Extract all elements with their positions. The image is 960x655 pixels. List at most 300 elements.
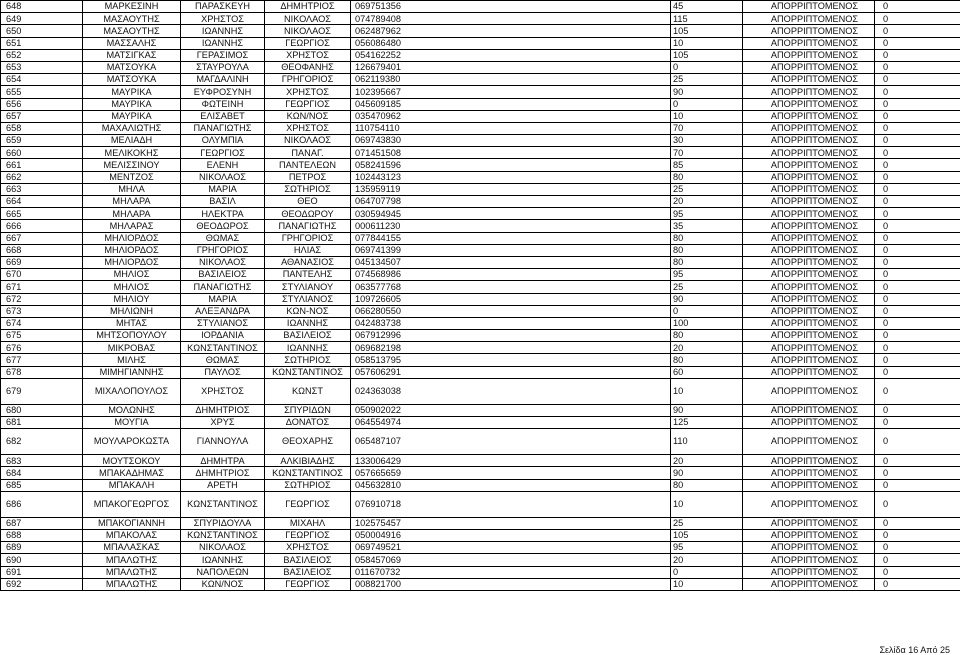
record-number-cell: 692 (1, 578, 83, 590)
record-number-cell: 688 (1, 529, 83, 541)
surname-cell: ΜΠΑΛΩΤΗΣ (83, 566, 181, 578)
first-name-cell: ΙΟΡΔΑΝΙΑ (181, 330, 265, 342)
status-cell: ΑΠΟΡΡΙΠΤΟΜΕΝΟΣ (743, 196, 875, 208)
flag-cell: 0 (875, 244, 960, 256)
status-cell: ΑΠΟΡΡΙΠΤΟΜΕΝΟΣ (743, 25, 875, 37)
status-cell: ΑΠΟΡΡΙΠΤΟΜΕΝΟΣ (743, 208, 875, 220)
record-number-cell: 663 (1, 183, 83, 195)
flag-cell: 0 (875, 317, 960, 329)
record-number-cell: 648 (1, 1, 83, 13)
table-row (1, 455, 960, 467)
father-name-cell: ΧΡΗΣΤΟΣ (265, 122, 351, 134)
amount-cell: 70 (671, 122, 743, 134)
first-name-cell: ΔΗΜΗΤΡΙΟΣ (181, 467, 265, 479)
first-name-cell: ΕΥΦΡΟΣΥΝΗ (181, 86, 265, 98)
first-name-cell: ΚΩΝΣΤΑΝΤΙΝΟΣ (181, 342, 265, 354)
code-cell: 135959119 (351, 183, 671, 195)
surname-cell: ΜΠΑΚΟΓΙΑΝΝΗ (83, 517, 181, 529)
record-number-cell: 649 (1, 13, 83, 25)
first-name-cell: ΣΤΥΛΙΑΝΟΣ (181, 317, 265, 329)
flag-cell: 0 (875, 417, 960, 429)
surname-cell: ΜΗΛΙΟΣ (83, 281, 181, 293)
table-row (1, 61, 960, 73)
record-number-cell: 684 (1, 467, 83, 479)
first-name-cell: ΓΕΩΡΓΙΟΣ (181, 147, 265, 159)
amount-cell: 80 (671, 232, 743, 244)
table-row (1, 467, 960, 479)
amount-cell: 100 (671, 317, 743, 329)
record-number-cell: 689 (1, 542, 83, 554)
code-cell: 102443123 (351, 171, 671, 183)
first-name-cell: ΗΛΕΚΤΡΑ (181, 208, 265, 220)
flag-cell: 0 (875, 281, 960, 293)
surname-cell: ΜΟΛΩΝΗΣ (83, 404, 181, 416)
code-cell: 050004916 (351, 529, 671, 541)
record-number-cell: 678 (1, 366, 83, 378)
code-cell: 133006429 (351, 455, 671, 467)
record-number-cell: 680 (1, 404, 83, 416)
code-cell: 058457069 (351, 554, 671, 566)
record-number-cell: 665 (1, 208, 83, 220)
first-name-cell: ΧΡΗΣΤΟΣ (181, 378, 265, 404)
surname-cell: ΜΙΜΗΓΙΑΝΝΗΣ (83, 366, 181, 378)
code-cell: 069751356 (351, 1, 671, 13)
record-number-cell: 667 (1, 232, 83, 244)
father-name-cell: ΓΕΩΡΓΙΟΣ (265, 37, 351, 49)
first-name-cell: ΒΑΣΙΛ (181, 196, 265, 208)
flag-cell: 0 (875, 529, 960, 541)
code-cell: 058513795 (351, 354, 671, 366)
table-row (1, 183, 960, 195)
flag-cell: 0 (875, 517, 960, 529)
first-name-cell: ΠΑΥΛΟΣ (181, 366, 265, 378)
table-row (1, 305, 960, 317)
first-name-cell: ΔΗΜΗΤΡΙΟΣ (181, 404, 265, 416)
code-cell: 069741399 (351, 244, 671, 256)
amount-cell: 10 (671, 37, 743, 49)
status-cell: ΑΠΟΡΡΙΠΤΟΜΕΝΟΣ (743, 566, 875, 578)
record-number-cell: 683 (1, 455, 83, 467)
table-row (1, 429, 960, 455)
code-cell: 110754110 (351, 122, 671, 134)
table-row (1, 517, 960, 529)
first-name-cell: ΙΩΑΝΝΗΣ (181, 25, 265, 37)
first-name-cell: ΑΡΕΤΗ (181, 479, 265, 491)
record-number-cell: 672 (1, 293, 83, 305)
record-number-cell: 679 (1, 378, 83, 404)
surname-cell: ΜΠΑΚΑΔΗΜΑΣ (83, 467, 181, 479)
record-number-cell: 660 (1, 147, 83, 159)
father-name-cell: ΝΙΚΟΛΑΟΣ (265, 25, 351, 37)
record-number-cell: 659 (1, 135, 83, 147)
father-name-cell: ΓΕΩΡΓΙΟΣ (265, 491, 351, 517)
amount-cell: 105 (671, 25, 743, 37)
table-row (1, 330, 960, 342)
surname-cell: ΜΑΥΡΙΚΑ (83, 98, 181, 110)
surname-cell: ΜΗΛΙΟΡΔΟΣ (83, 256, 181, 268)
record-number-cell: 677 (1, 354, 83, 366)
father-name-cell: ΑΘΑΝΑΣΙΟΣ (265, 256, 351, 268)
amount-cell: 110 (671, 429, 743, 455)
amount-cell: 25 (671, 74, 743, 86)
code-cell: 065487107 (351, 429, 671, 455)
record-number-cell: 652 (1, 49, 83, 61)
table-row (1, 147, 960, 159)
father-name-cell: ΣΤΥΛΙΑΝΟΣ (265, 293, 351, 305)
code-cell: 066280550 (351, 305, 671, 317)
first-name-cell: ΝΙΚΟΛΑΟΣ (181, 171, 265, 183)
father-name-cell: ΚΩΝ-ΝΟΣ (265, 305, 351, 317)
flag-cell: 0 (875, 256, 960, 268)
flag-cell: 0 (875, 542, 960, 554)
flag-cell: 0 (875, 25, 960, 37)
table-row (1, 404, 960, 416)
amount-cell: 10 (671, 491, 743, 517)
table-row (1, 86, 960, 98)
status-cell: ΑΠΟΡΡΙΠΤΟΜΕΝΟΣ (743, 293, 875, 305)
first-name-cell: ΣΤΑΥΡΟΥΛΑ (181, 61, 265, 73)
flag-cell: 0 (875, 491, 960, 517)
table-row (1, 232, 960, 244)
record-number-cell: 650 (1, 25, 83, 37)
status-cell: ΑΠΟΡΡΙΠΤΟΜΕΝΟΣ (743, 220, 875, 232)
surname-cell: ΜΗΛΙΟΡΔΟΣ (83, 232, 181, 244)
father-name-cell: ΣΩΤΗΡΙΟΣ (265, 354, 351, 366)
table-row (1, 293, 960, 305)
first-name-cell: ΙΩΑΝΝΗΣ (181, 554, 265, 566)
surname-cell: ΜΗΛΑΡΑ (83, 196, 181, 208)
record-number-cell: 671 (1, 281, 83, 293)
code-cell: 045609185 (351, 98, 671, 110)
table-row (1, 135, 960, 147)
amount-cell: 0 (671, 305, 743, 317)
record-number-cell: 656 (1, 98, 83, 110)
surname-cell: ΜΑΣΑΟΥΤΗΣ (83, 25, 181, 37)
surname-cell: ΜΕΛΙΣΣΙΝΟΥ (83, 159, 181, 171)
father-name-cell: ΒΑΣΙΛΕΙΟΣ (265, 554, 351, 566)
amount-cell: 95 (671, 208, 743, 220)
flag-cell: 0 (875, 86, 960, 98)
surname-cell: ΜΗΛΙΟΡΔΟΣ (83, 244, 181, 256)
flag-cell: 0 (875, 305, 960, 317)
father-name-cell: ΝΙΚΟΛΑΟΣ (265, 135, 351, 147)
code-cell: 000611230 (351, 220, 671, 232)
status-cell: ΑΠΟΡΡΙΠΤΟΜΕΝΟΣ (743, 542, 875, 554)
amount-cell: 80 (671, 244, 743, 256)
status-cell: ΑΠΟΡΡΙΠΤΟΜΕΝΟΣ (743, 122, 875, 134)
father-name-cell: ΙΩΑΝΝΗΣ (265, 342, 351, 354)
status-cell: ΑΠΟΡΡΙΠΤΟΜΕΝΟΣ (743, 554, 875, 566)
table-row (1, 354, 960, 366)
father-name-cell: ΓΕΩΡΓΙΟΣ (265, 578, 351, 590)
code-cell: 064554974 (351, 417, 671, 429)
first-name-cell: ΔΗΜΗΤΡΑ (181, 455, 265, 467)
amount-cell: 95 (671, 542, 743, 554)
flag-cell: 0 (875, 232, 960, 244)
code-cell: 030594945 (351, 208, 671, 220)
flag-cell: 0 (875, 135, 960, 147)
surname-cell: ΜΠΑΚΟΓΕΩΡΓΟΣ (83, 491, 181, 517)
flag-cell: 0 (875, 61, 960, 73)
first-name-cell: ΚΩΝ/ΝΟΣ (181, 578, 265, 590)
record-number-cell: 654 (1, 74, 83, 86)
code-cell: 056086480 (351, 37, 671, 49)
table-row (1, 529, 960, 541)
table-row (1, 256, 960, 268)
flag-cell: 0 (875, 554, 960, 566)
flag-cell: 0 (875, 404, 960, 416)
code-cell: 102575457 (351, 517, 671, 529)
surname-cell: ΜΗΛΑΡΑΣ (83, 220, 181, 232)
first-name-cell: ΧΡΥΣ (181, 417, 265, 429)
father-name-cell: ΘΕΟ (265, 196, 351, 208)
father-name-cell: ΘΕΟΔΩΡΟΥ (265, 208, 351, 220)
status-cell: ΑΠΟΡΡΙΠΤΟΜΕΝΟΣ (743, 517, 875, 529)
code-cell: 045134507 (351, 256, 671, 268)
status-cell: ΑΠΟΡΡΙΠΤΟΜΕΝΟΣ (743, 98, 875, 110)
table-row (1, 122, 960, 134)
flag-cell: 0 (875, 208, 960, 220)
table-body (1, 1, 960, 591)
status-cell: ΑΠΟΡΡΙΠΤΟΜΕΝΟΣ (743, 354, 875, 366)
record-number-cell: 675 (1, 330, 83, 342)
record-number-cell: 687 (1, 517, 83, 529)
surname-cell: ΜΙΧΑΛΟΠΟΥΛΟΣ (83, 378, 181, 404)
code-cell: 064707798 (351, 196, 671, 208)
flag-cell: 0 (875, 196, 960, 208)
table-row (1, 366, 960, 378)
amount-cell: 45 (671, 1, 743, 13)
first-name-cell: ΠΑΝΑΓΙΩΤΗΣ (181, 281, 265, 293)
amount-cell: 0 (671, 566, 743, 578)
father-name-cell: ΑΛΚΙΒΙΑΔΗΣ (265, 455, 351, 467)
code-cell: 062487962 (351, 25, 671, 37)
flag-cell: 0 (875, 479, 960, 491)
amount-cell: 60 (671, 366, 743, 378)
status-cell: ΑΠΟΡΡΙΠΤΟΜΕΝΟΣ (743, 305, 875, 317)
first-name-cell: ΙΩΑΝΝΗΣ (181, 37, 265, 49)
record-number-cell: 661 (1, 159, 83, 171)
status-cell: ΑΠΟΡΡΙΠΤΟΜΕΝΟΣ (743, 159, 875, 171)
status-cell: ΑΠΟΡΡΙΠΤΟΜΕΝΟΣ (743, 269, 875, 281)
surname-cell: ΜΑΡΚΕΣΙΝΗ (83, 1, 181, 13)
flag-cell: 0 (875, 330, 960, 342)
status-cell: ΑΠΟΡΡΙΠΤΟΜΕΝΟΣ (743, 417, 875, 429)
code-cell: 042483738 (351, 317, 671, 329)
record-number-cell: 685 (1, 479, 83, 491)
code-cell: 074568986 (351, 269, 671, 281)
flag-cell: 0 (875, 74, 960, 86)
surname-cell: ΜΙΚΡΟΒΑΣ (83, 342, 181, 354)
amount-cell: 35 (671, 220, 743, 232)
amount-cell: 20 (671, 342, 743, 354)
father-name-cell: ΣΠΥΡΙΔΩΝ (265, 404, 351, 416)
amount-cell: 90 (671, 86, 743, 98)
status-cell: ΑΠΟΡΡΙΠΤΟΜΕΝΟΣ (743, 135, 875, 147)
first-name-cell: ΦΩΤΕΙΝΗ (181, 98, 265, 110)
surname-cell: ΜΗΤΑΣ (83, 317, 181, 329)
status-cell: ΑΠΟΡΡΙΠΤΟΜΕΝΟΣ (743, 429, 875, 455)
surname-cell: ΜΠΑΛΩΤΗΣ (83, 554, 181, 566)
status-cell: ΑΠΟΡΡΙΠΤΟΜΕΝΟΣ (743, 330, 875, 342)
flag-cell: 0 (875, 366, 960, 378)
surname-cell: ΜΠΑΛΩΤΗΣ (83, 578, 181, 590)
record-number-cell: 664 (1, 196, 83, 208)
flag-cell: 0 (875, 269, 960, 281)
flag-cell: 0 (875, 171, 960, 183)
amount-cell: 90 (671, 404, 743, 416)
status-cell: ΑΠΟΡΡΙΠΤΟΜΕΝΟΣ (743, 13, 875, 25)
surname-cell: ΜΗΛΑ (83, 183, 181, 195)
table-row (1, 244, 960, 256)
flag-cell: 0 (875, 147, 960, 159)
table-row (1, 37, 960, 49)
father-name-cell: ΓΡΗΓΟΡΙΟΣ (265, 232, 351, 244)
amount-cell: 20 (671, 554, 743, 566)
father-name-cell: ΘΕΟΧΑΡΗΣ (265, 429, 351, 455)
surname-cell: ΜΑΥΡΙΚΑ (83, 110, 181, 122)
status-cell: ΑΠΟΡΡΙΠΤΟΜΕΝΟΣ (743, 342, 875, 354)
status-cell: ΑΠΟΡΡΙΠΤΟΜΕΝΟΣ (743, 578, 875, 590)
first-name-cell: ΓΕΡΑΣΙΜΟΣ (181, 49, 265, 61)
status-cell: ΑΠΟΡΡΙΠΤΟΜΕΝΟΣ (743, 61, 875, 73)
flag-cell: 0 (875, 122, 960, 134)
surname-cell: ΜΕΛΙΚΟΚΗΣ (83, 147, 181, 159)
table-row (1, 378, 960, 404)
amount-cell: 10 (671, 578, 743, 590)
code-cell: 045632810 (351, 479, 671, 491)
amount-cell: 30 (671, 135, 743, 147)
amount-cell: 70 (671, 147, 743, 159)
surname-cell: ΜΗΤΣΟΠΟΥΛΟΥ (83, 330, 181, 342)
first-name-cell: ΘΩΜΑΣ (181, 354, 265, 366)
father-name-cell: ΗΛΙΑΣ (265, 244, 351, 256)
father-name-cell: ΓΕΩΡΓΙΟΣ (265, 98, 351, 110)
father-name-cell: ΚΩΝΣΤΑΝΤΙΝΟΣ (265, 467, 351, 479)
flag-cell: 0 (875, 220, 960, 232)
table-row (1, 196, 960, 208)
status-cell: ΑΠΟΡΡΙΠΤΟΜΕΝΟΣ (743, 244, 875, 256)
record-number-cell: 681 (1, 417, 83, 429)
status-cell: ΑΠΟΡΡΙΠΤΟΜΕΝΟΣ (743, 529, 875, 541)
record-number-cell: 662 (1, 171, 83, 183)
status-cell: ΑΠΟΡΡΙΠΤΟΜΕΝΟΣ (743, 467, 875, 479)
flag-cell: 0 (875, 98, 960, 110)
table-row (1, 49, 960, 61)
first-name-cell: ΚΩΝΣΤΑΝΤΙΝΟΣ (181, 491, 265, 517)
surname-cell: ΜΑΥΡΙΚΑ (83, 86, 181, 98)
record-number-cell: 669 (1, 256, 83, 268)
flag-cell: 0 (875, 183, 960, 195)
code-cell: 035470962 (351, 110, 671, 122)
flag-cell: 0 (875, 13, 960, 25)
surname-cell: ΜΕΝΤΖΟΣ (83, 171, 181, 183)
surname-cell: ΜΟΥΤΣΟΚΟΥ (83, 455, 181, 467)
father-name-cell: ΝΙΚΟΛΑΟΣ (265, 13, 351, 25)
father-name-cell: ΚΩΝΣΤΑΝΤΙΝΟΣ (265, 366, 351, 378)
father-name-cell: ΙΩΑΝΝΗΣ (265, 317, 351, 329)
amount-cell: 25 (671, 517, 743, 529)
code-cell: 057606291 (351, 366, 671, 378)
status-cell: ΑΠΟΡΡΙΠΤΟΜΕΝΟΣ (743, 366, 875, 378)
record-number-cell: 691 (1, 566, 83, 578)
code-cell: 054162252 (351, 49, 671, 61)
father-name-cell: ΣΩΤΗΡΙΟΣ (265, 479, 351, 491)
code-cell: 077844155 (351, 232, 671, 244)
status-cell: ΑΠΟΡΡΙΠΤΟΜΕΝΟΣ (743, 281, 875, 293)
father-name-cell: ΠΑΝΤΕΛΗΣ (265, 269, 351, 281)
status-cell: ΑΠΟΡΡΙΠΤΟΜΕΝΟΣ (743, 455, 875, 467)
code-cell: 057665659 (351, 467, 671, 479)
first-name-cell: ΣΠΥΡΙΔΟΥΛΑ (181, 517, 265, 529)
amount-cell: 90 (671, 293, 743, 305)
status-cell: ΑΠΟΡΡΙΠΤΟΜΕΝΟΣ (743, 49, 875, 61)
page-footer: Σελίδα 16 Από 25 (879, 645, 950, 655)
status-cell: ΑΠΟΡΡΙΠΤΟΜΕΝΟΣ (743, 110, 875, 122)
surname-cell: ΜΑΤΣΟΥΚΑ (83, 61, 181, 73)
code-cell: 067912996 (351, 330, 671, 342)
father-name-cell: ΓΕΩΡΓΙΟΣ (265, 529, 351, 541)
table-row (1, 479, 960, 491)
surname-cell: ΜΑΤΣΟΥΚΑ (83, 74, 181, 86)
flag-cell: 0 (875, 293, 960, 305)
first-name-cell: ΕΛΙΣΑΒΕΤ (181, 110, 265, 122)
status-cell: ΑΠΟΡΡΙΠΤΟΜΕΝΟΣ (743, 378, 875, 404)
flag-cell: 0 (875, 159, 960, 171)
table-row (1, 13, 960, 25)
code-cell: 076910718 (351, 491, 671, 517)
father-name-cell: ΧΡΗΣΤΟΣ (265, 49, 351, 61)
flag-cell: 0 (875, 378, 960, 404)
table-row (1, 554, 960, 566)
record-number-cell: 676 (1, 342, 83, 354)
record-number-cell: 670 (1, 269, 83, 281)
status-cell: ΑΠΟΡΡΙΠΤΟΜΕΝΟΣ (743, 479, 875, 491)
amount-cell: 105 (671, 529, 743, 541)
amount-cell: 80 (671, 479, 743, 491)
father-name-cell: ΣΩΤΗΡΙΟΣ (265, 183, 351, 195)
record-number-cell: 673 (1, 305, 83, 317)
status-cell: ΑΠΟΡΡΙΠΤΟΜΕΝΟΣ (743, 404, 875, 416)
table-row (1, 74, 960, 86)
amount-cell: 0 (671, 98, 743, 110)
surname-cell: ΜΗΛΙΟΥ (83, 293, 181, 305)
surname-cell: ΜΗΛΙΟΣ (83, 269, 181, 281)
surname-cell: ΜΑΧΑΛΙΩΤΗΣ (83, 122, 181, 134)
flag-cell: 0 (875, 455, 960, 467)
record-number-cell: 690 (1, 554, 83, 566)
flag-cell: 0 (875, 49, 960, 61)
code-cell: 058241596 (351, 159, 671, 171)
father-name-cell: ΜΙΧΑΗΛ (265, 517, 351, 529)
record-number-cell: 682 (1, 429, 83, 455)
status-cell: ΑΠΟΡΡΙΠΤΟΜΕΝΟΣ (743, 232, 875, 244)
first-name-cell: ΜΑΓΔΑΛΙΝΗ (181, 74, 265, 86)
father-name-cell: ΚΩΝΣΤ (265, 378, 351, 404)
code-cell: 109726605 (351, 293, 671, 305)
table-row (1, 171, 960, 183)
first-name-cell: ΘΕΟΔΩΡΟΣ (181, 220, 265, 232)
amount-cell: 105 (671, 49, 743, 61)
status-cell: ΑΠΟΡΡΙΠΤΟΜΕΝΟΣ (743, 37, 875, 49)
father-name-cell: ΠΑΝΤΕΛΕΩΝ (265, 159, 351, 171)
first-name-cell: ΚΩΝΣΤΑΝΤΙΝΟΣ (181, 529, 265, 541)
flag-cell: 0 (875, 566, 960, 578)
amount-cell: 95 (671, 269, 743, 281)
father-name-cell: ΧΡΗΣΤΟΣ (265, 542, 351, 554)
status-cell: ΑΠΟΡΡΙΠΤΟΜΕΝΟΣ (743, 256, 875, 268)
surname-cell: ΜΟΥΓΙΑ (83, 417, 181, 429)
